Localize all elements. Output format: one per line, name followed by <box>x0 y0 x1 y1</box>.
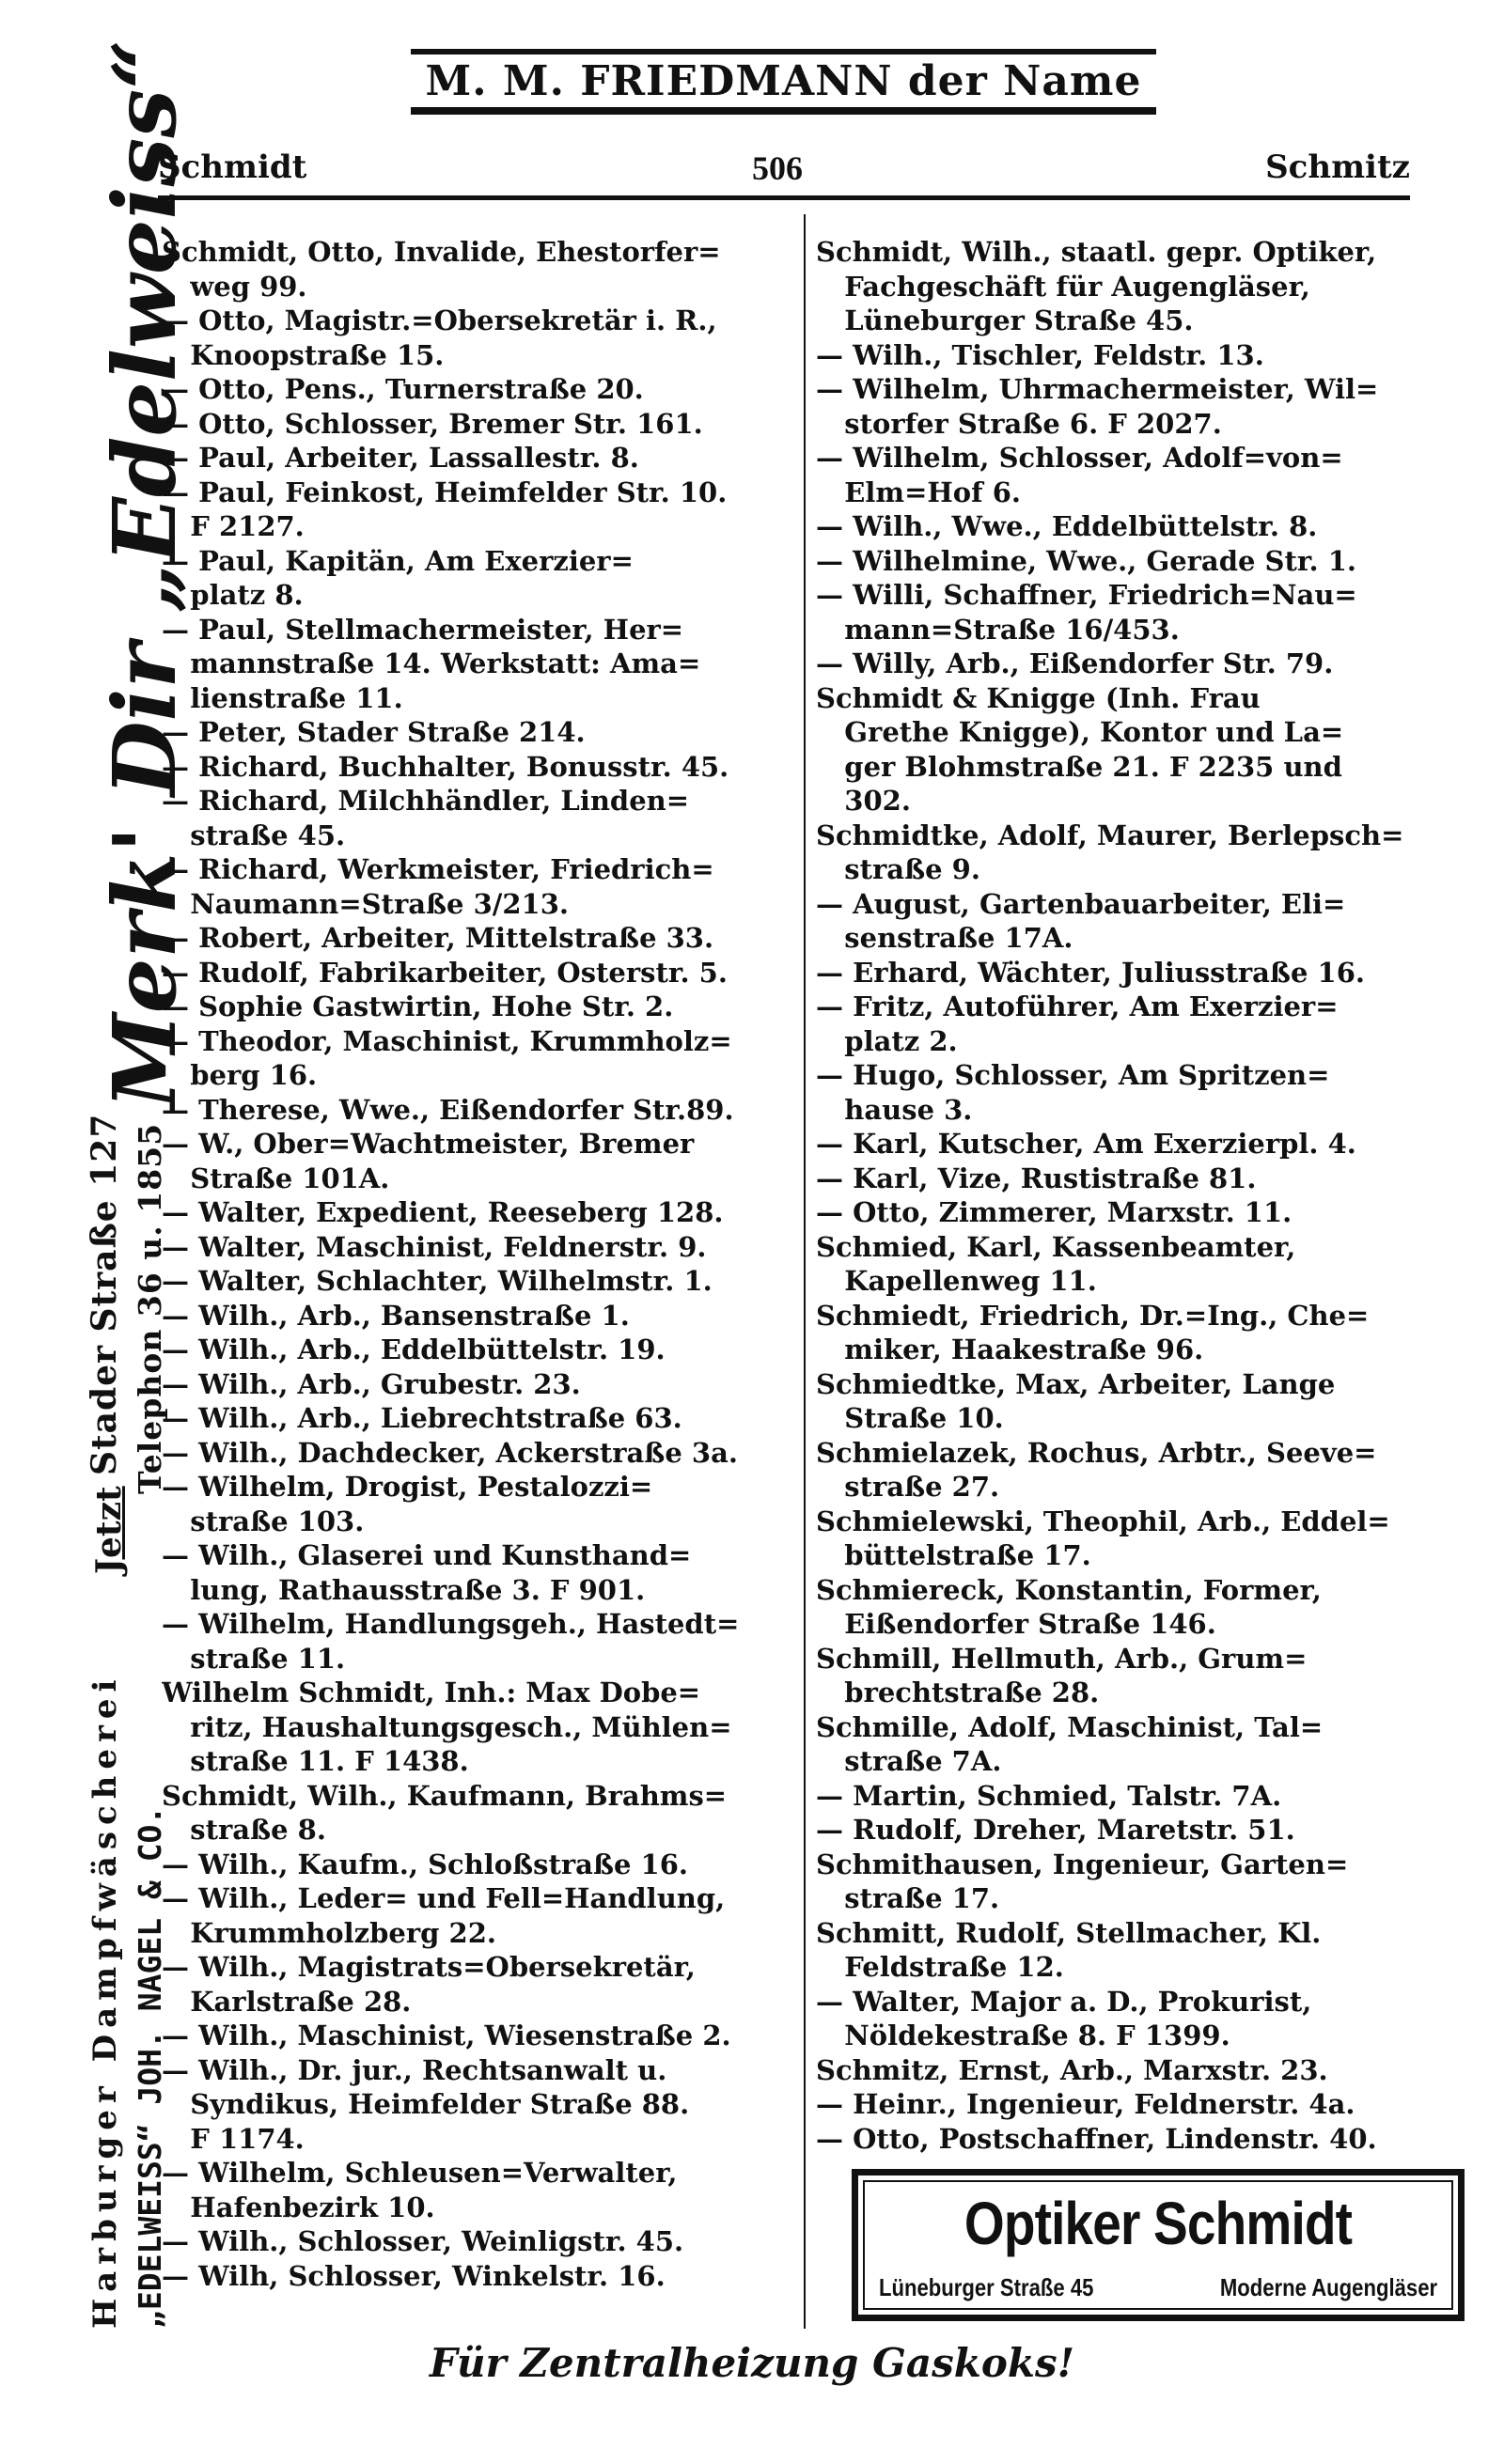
directory-line: — Wilh., Arb., Bansenstraße 1. <box>162 1299 630 1332</box>
directory-line: Karlstraße 28. <box>162 1985 412 2018</box>
directory-line: — Wilhelm, Schleusen=Verwalter, <box>162 2157 678 2189</box>
directory-line: Schmiereck, Konstantin, Former, <box>816 1573 1322 1606</box>
directory-line: straße 103. <box>162 1505 365 1537</box>
directory-line: Kapellenweg 11. <box>816 1265 1097 1297</box>
directory-line: — Peter, Stader Straße 214. <box>162 716 586 748</box>
directory-line: F 2127. <box>162 510 305 542</box>
directory-line: Schmitz, Ernst, Arb., Marxstr. 23. <box>816 2053 1328 2086</box>
optiker-advert <box>852 2169 1465 2321</box>
directory-line: — Wilh., Arb., Grubestr. 23. <box>162 1367 581 1400</box>
directory-line: — Willy, Arb., Eißendorfer Str. 79. <box>816 647 1334 679</box>
directory-line: platz 2. <box>816 1024 958 1057</box>
directory-line: — Wilh., Wwe., Eddelbüttelstr. 8. <box>816 510 1318 542</box>
directory-line: Wilhelm Schmidt, Inh.: Max Dobe= <box>162 1676 701 1708</box>
directory-line: Krummholzberg 22. <box>162 1916 496 1949</box>
advert-street: Lüneburger Straße 45 <box>879 2273 1094 2301</box>
directory-line: lung, Rathausstraße 3. F 901. <box>162 1573 646 1606</box>
directory-line: Schmidt, Wilh., staatl. gepr. Optiker, <box>816 236 1377 268</box>
directory-line: — Wilh., Leder= und Fell=Handlung, <box>162 1882 726 1914</box>
directory-line: — Robert, Arbeiter, Mittelstraße 33. <box>162 922 714 954</box>
directory-line: ger Blohmstraße 21. F 2235 und <box>816 750 1342 783</box>
directory-line: — Wilhelm, Uhrmachermeister, Wil= <box>816 373 1379 405</box>
directory-line: — Wilhelmine, Wwe., Gerade Str. 1. <box>816 544 1356 577</box>
directory-line: — Rudolf, Dreher, Maretstr. 51. <box>816 1814 1295 1846</box>
directory-line: Schmill, Hellmuth, Arb., Grum= <box>816 1642 1308 1675</box>
directory-line: — Karl, Kutscher, Am Exerzierpl. 4. <box>816 1128 1356 1160</box>
directory-line: weg 99. <box>162 270 307 303</box>
left-column <box>162 235 791 2331</box>
directory-line: straße 45. <box>162 819 346 851</box>
directory-line: — Willi, Schaffner, Friedrich=Nau= <box>816 579 1357 611</box>
running-head-left: Schmidt <box>158 148 307 186</box>
directory-line: — Otto, Postschaffner, Lindenstr. 40. <box>816 2122 1377 2155</box>
directory-line: Eißendorfer Straße 146. <box>816 1608 1216 1640</box>
sidebar-stader-strasse: Stader Straße 127 <box>85 1113 124 1475</box>
directory-line: — Hugo, Schlosser, Am Spritzen= <box>816 1059 1330 1091</box>
directory-line: F 1174. <box>162 2122 305 2155</box>
directory-line: — Sophie Gastwirtin, Hohe Str. 2. <box>162 990 674 1022</box>
directory-line: lienstraße 11. <box>162 681 403 714</box>
directory-line: — Otto, Pens., Turnerstraße 20. <box>162 373 644 405</box>
directory-line: mannstraße 14. Werkstatt: Ama= <box>162 647 701 679</box>
directory-line: Schmille, Adolf, Maschinist, Tal= <box>816 1710 1324 1743</box>
sidebar-edelweiss-nagel: „EDELWEISS“ JOH. NAGEL & CO. <box>132 1805 168 2329</box>
directory-line: — Wilh., Kaufm., Schloßstraße 16. <box>162 1848 688 1880</box>
directory-line: — Wilhelm, Drogist, Pestalozzi= <box>162 1471 653 1503</box>
directory-line: Fachgeschäft für Augengläser, <box>816 270 1310 303</box>
directory-line: Hafenbezirk 10. <box>162 2191 435 2223</box>
directory-line: Syndikus, Heimfelder Straße 88. <box>162 2088 690 2120</box>
directory-line: hause 3. <box>816 1093 973 1126</box>
directory-line: — Paul, Arbeiter, Lassallestr. 8. <box>162 442 639 474</box>
sidebar-harburger-dampfwaescherei: Harburger Dampfwäscherei <box>86 1673 124 2329</box>
directory-line: — Wilhelm, Handlungsgeh., Hastedt= <box>162 1608 740 1640</box>
directory-line: — Fritz, Autoführer, Am Exerzier= <box>816 990 1339 1022</box>
directory-line: — Rudolf, Fabrikarbeiter, Osterstr. 5. <box>162 956 728 989</box>
directory-line: — Walter, Maschinist, Feldnerstr. 9. <box>162 1230 707 1263</box>
directory-line: — Wilh., Arb., Eddelbüttelstr. 19. <box>162 1333 666 1365</box>
directory-line: — Otto, Zimmerer, Marxstr. 11. <box>816 1196 1292 1228</box>
header-rule <box>158 195 1410 200</box>
directory-line: Schmidtke, Adolf, Maurer, Berlepsch= <box>816 819 1404 851</box>
directory-line: — Otto, Magistr.=Obersekretär i. R., <box>162 304 717 336</box>
directory-line: — August, Gartenbauarbeiter, Eli= <box>816 887 1346 920</box>
directory-line: — Richard, Milchhändler, Linden= <box>162 785 690 817</box>
directory-line: — Wilh., Tischler, Feldstr. 13. <box>816 338 1264 371</box>
directory-line: straße 9. <box>816 853 980 885</box>
directory-line: Lüneburger Straße 45. <box>816 304 1194 336</box>
sidebar-telephon: Telephon 36 u. 1855 <box>132 1122 168 1494</box>
directory-line: — Wilh, Schlosser, Winkelstr. 16. <box>162 2259 666 2292</box>
directory-line: Grethe Knigge), Kontor und La= <box>816 716 1344 748</box>
sidebar-jetzt: Jetzt <box>89 1486 129 1574</box>
directory-line: straße 7A. <box>816 1745 1002 1777</box>
directory-line: straße 11. F 1438. <box>162 1745 469 1777</box>
directory-line: 302. <box>816 785 911 817</box>
banner-friedmann: M. M. FRIEDMANN der Name <box>411 49 1156 115</box>
directory-line: — Richard, Buchhalter, Bonusstr. 45. <box>162 750 729 783</box>
directory-line: straße 27. <box>816 1471 1000 1503</box>
page-number: 506 <box>752 149 803 187</box>
directory-line: — Theodor, Maschinist, Krummholz= <box>162 1024 732 1057</box>
directory-line: — Wilh., Glaserei und Kunsthand= <box>162 1539 692 1571</box>
directory-line: straße 17. <box>816 1882 1000 1914</box>
directory-line: Schmidt & Knigge (Inh. Frau <box>816 681 1261 714</box>
directory-line: — Otto, Schlosser, Bremer Str. 161. <box>162 407 703 440</box>
sidebar-merk-edelweiss: Merk' Dir „Edelweiss“ <box>94 39 196 1109</box>
directory-line: platz 8. <box>162 579 304 611</box>
directory-line: — Heinr., Ingenieur, Feldnerstr. 4a. <box>816 2088 1355 2120</box>
directory-line: berg 16. <box>162 1059 318 1091</box>
directory-line: Naumann=Straße 3/213. <box>162 887 570 920</box>
directory-line: Schmidt, Otto, Invalide, Ehestorfer= <box>162 236 721 268</box>
advert-slogan: Moderne Augengläser <box>1219 2273 1437 2301</box>
directory-line: storfer Straße 6. F 2027. <box>816 407 1222 440</box>
directory-line: — Therese, Wwe., Eißendorfer Str.89. <box>162 1093 734 1126</box>
directory-line: ritz, Haushaltungsgesch., Mühlen= <box>162 1710 732 1743</box>
directory-line: Nöldekestraße 8. F 1399. <box>816 2020 1230 2051</box>
directory-line: — Paul, Stellmachermeister, Her= <box>162 613 684 646</box>
directory-line: Schmielewski, Theophil, Arb., Eddel= <box>816 1505 1390 1537</box>
directory-line: brechtstraße 28. <box>816 1676 1100 1708</box>
directory-line: Schmitt, Rudolf, Stellmacher, Kl. <box>816 1916 1322 1949</box>
directory-line: — Wilh., Magistrats=Obersekretär, <box>162 1951 696 1983</box>
advert-title: Optiker Schmidt <box>964 2190 1353 2257</box>
directory-line: — Richard, Werkmeister, Friedrich= <box>162 853 714 885</box>
directory-line: Straße 10. <box>816 1402 1004 1434</box>
directory-line: Schmidt, Wilh., Kaufmann, Brahms= <box>162 1779 728 1812</box>
directory-line: — Karl, Vize, Rustistraße 81. <box>816 1162 1257 1194</box>
directory-line: Schmielazek, Rochus, Arbtr., Seeve= <box>816 1436 1377 1469</box>
directory-line: — Wilhelm, Schlosser, Adolf=von= <box>816 442 1343 474</box>
running-head-right: Schmitz <box>1265 148 1410 186</box>
directory-line: senstraße 17A. <box>816 922 1073 954</box>
directory-line: Schmiedtke, Max, Arbeiter, Lange <box>816 1367 1336 1400</box>
directory-line: mann=Straße 16/453. <box>816 613 1180 646</box>
directory-line: Elm=Hof 6. <box>816 476 1021 508</box>
directory-line: — Walter, Schlachter, Wilhelmstr. 1. <box>162 1265 713 1297</box>
directory-line: Schmiedt, Friedrich, Dr.=Ing., Che= <box>816 1299 1370 1332</box>
footer-slogan: Für Zentralheizung Gaskoks! <box>429 2340 1075 2386</box>
directory-line: miker, Haakestraße 96. <box>816 1333 1204 1365</box>
directory-line: straße 11. <box>162 1642 346 1675</box>
directory-line: Knoopstraße 15. <box>162 338 445 371</box>
directory-line: — Wilh., Dr. jur., Rechtsanwalt u. <box>162 2053 667 2086</box>
directory-line: — Wilh., Schlosser, Weinligstr. 45. <box>162 2225 684 2257</box>
directory-line: Schmithausen, Ingenieur, Garten= <box>816 1848 1349 1880</box>
directory-line: — Walter, Expedient, Reeseberg 128. <box>162 1196 724 1228</box>
right-column <box>816 235 1418 2155</box>
directory-line: straße 8. <box>162 1814 326 1846</box>
directory-line: — Paul, Kapitän, Am Exerzier= <box>162 544 634 577</box>
column-divider <box>804 214 806 2329</box>
directory-line: — Martin, Schmied, Talstr. 7A. <box>816 1779 1282 1812</box>
directory-line: — Wilh., Dachdecker, Ackerstraße 3a. <box>162 1436 738 1469</box>
directory-line: Schmied, Karl, Kassenbeamter, <box>816 1230 1296 1263</box>
directory-line: — Paul, Feinkost, Heimfelder Str. 10. <box>162 476 728 508</box>
directory-line: Straße 101A. <box>162 1162 390 1194</box>
directory-line: — Erhard, Wächter, Juliusstraße 16. <box>816 956 1365 989</box>
directory-line: — W., Ober=Wachtmeister, Bremer <box>162 1128 695 1160</box>
directory-line: — Wilh., Arb., Liebrechtstraße 63. <box>162 1402 682 1434</box>
directory-line: Feldstraße 12. <box>816 1951 1064 1983</box>
directory-line: büttelstraße 17. <box>816 1539 1091 1571</box>
directory-line: — Wilh., Maschinist, Wiesenstraße 2. <box>162 2020 731 2051</box>
directory-line: — Walter, Major a. D., Prokurist, <box>816 1985 1312 2018</box>
